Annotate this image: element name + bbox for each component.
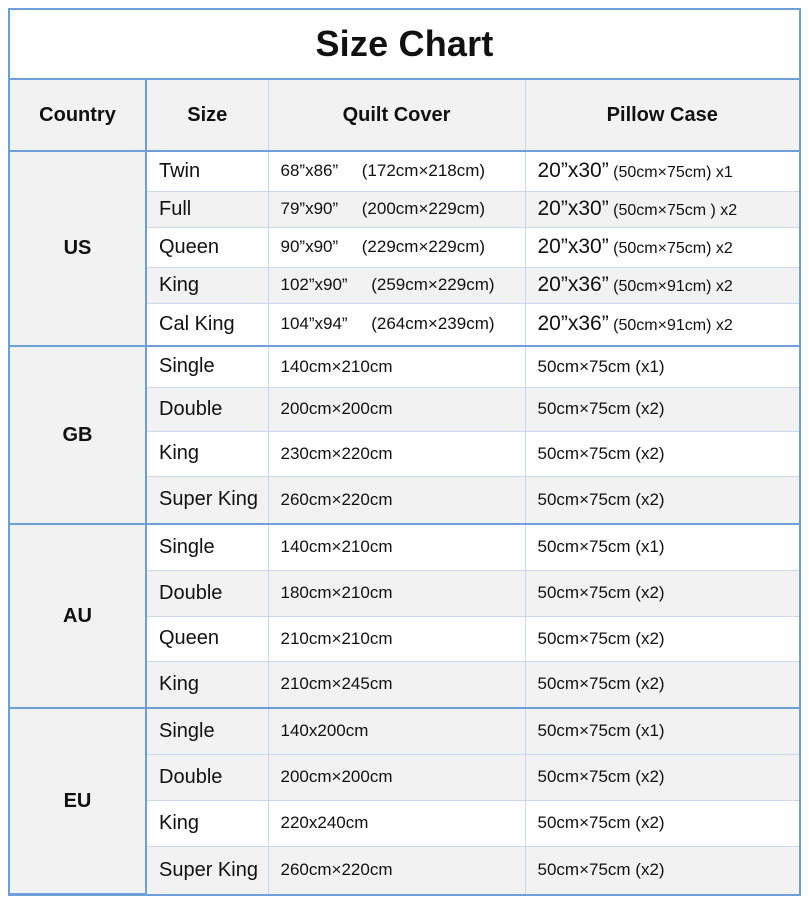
quilt-cell: 260cm×220cm <box>268 476 525 524</box>
pillow-inch: 20”x30” <box>537 159 609 183</box>
size-cell: Queen <box>146 616 268 661</box>
size-cell: Super King <box>146 846 268 894</box>
size-cell: Single <box>146 708 268 754</box>
pillow-cell: 50cm×75cm (x2) <box>525 570 799 616</box>
size-cell: Full <box>146 191 268 227</box>
pillow-cell: 50cm×75cm (x1) <box>525 524 799 570</box>
size-cell: Double <box>146 570 268 616</box>
size-cell: Super King <box>146 476 268 524</box>
size-cell: Twin <box>146 151 268 191</box>
pillow-cell: 50cm×75cm (x2) <box>525 846 799 894</box>
size-chart <box>8 8 801 896</box>
size-cell: Cal King <box>146 303 268 346</box>
table-row <box>10 151 799 191</box>
quilt-cell: 79”x90” (200cm×229cm) <box>268 191 525 227</box>
quilt-cell: 260cm×220cm <box>268 846 525 894</box>
quilt-cell: 230cm×220cm <box>268 431 525 476</box>
quilt-cell: 140x200cm <box>268 708 525 754</box>
header-row <box>10 80 799 151</box>
pillow-cell: 50cm×75cm (x2) <box>525 661 799 708</box>
pillow-inch: 20”x30” <box>537 235 609 258</box>
quilt-cell: 140cm×210cm <box>268 524 525 570</box>
pillow-cell: 50cm×75cm (x2) <box>525 431 799 476</box>
quilt-cell: 90”x90” (229cm×229cm) <box>268 227 525 267</box>
header-size: Size <box>146 80 268 151</box>
page-title: Size Chart <box>10 10 799 80</box>
pillow-cell <box>525 303 799 346</box>
table-row <box>10 708 799 754</box>
pillow-cell <box>525 227 799 267</box>
pillow-detail: (50cm×91cm) x2 <box>608 278 733 295</box>
pillow-cell: 50cm×75cm (x2) <box>525 800 799 846</box>
pillow-cell: 50cm×75cm (x1) <box>525 708 799 754</box>
pillow-detail: (50cm×75cm) x2 <box>608 240 733 257</box>
pillow-inch: 20”x36” <box>537 312 609 336</box>
pillow-detail: (50cm×91cm) x2 <box>608 317 733 335</box>
header-pillow-case: Pillow Case <box>525 80 799 151</box>
pillow-inch: 20”x36” <box>537 273 609 296</box>
header-country: Country <box>10 80 146 151</box>
country-eu: EU <box>10 708 146 894</box>
size-cell: Double <box>146 754 268 800</box>
size-cell: King <box>146 661 268 708</box>
quilt-cell: 210cm×245cm <box>268 661 525 708</box>
country-us: US <box>10 151 146 346</box>
size-cell: Single <box>146 346 268 387</box>
pillow-cell: 50cm×75cm (x2) <box>525 616 799 661</box>
pillow-cell <box>525 151 799 191</box>
quilt-cell: 180cm×210cm <box>268 570 525 616</box>
quilt-cell: 200cm×200cm <box>268 387 525 431</box>
pillow-inch: 20”x30” <box>537 197 609 220</box>
size-cell: Single <box>146 524 268 570</box>
table-row <box>10 524 799 570</box>
pillow-cell: 50cm×75cm (x2) <box>525 754 799 800</box>
size-cell: Double <box>146 387 268 431</box>
size-cell: King <box>146 800 268 846</box>
quilt-cell: 140cm×210cm <box>268 346 525 387</box>
size-cell: Queen <box>146 227 268 267</box>
quilt-cell: 68”x86” (172cm×218cm) <box>268 151 525 191</box>
size-table <box>10 80 799 895</box>
quilt-cell: 220x240cm <box>268 800 525 846</box>
pillow-detail: (50cm×75cm ) x2 <box>608 202 738 219</box>
pillow-cell: 50cm×75cm (x2) <box>525 387 799 431</box>
pillow-detail: (50cm×75cm) x1 <box>608 164 733 182</box>
size-cell: King <box>146 431 268 476</box>
pillow-cell <box>525 267 799 303</box>
pillow-cell: 50cm×75cm (x1) <box>525 346 799 387</box>
country-gb: GB <box>10 346 146 524</box>
country-au: AU <box>10 524 146 708</box>
table-row <box>10 346 799 387</box>
quilt-cell: 102”x90” (259cm×229cm) <box>268 267 525 303</box>
quilt-cell: 200cm×200cm <box>268 754 525 800</box>
quilt-cell: 104”x94” (264cm×239cm) <box>268 303 525 346</box>
header-quilt-cover: Quilt Cover <box>268 80 525 151</box>
size-cell: King <box>146 267 268 303</box>
pillow-cell <box>525 191 799 227</box>
pillow-cell: 50cm×75cm (x2) <box>525 476 799 524</box>
quilt-cell: 210cm×210cm <box>268 616 525 661</box>
